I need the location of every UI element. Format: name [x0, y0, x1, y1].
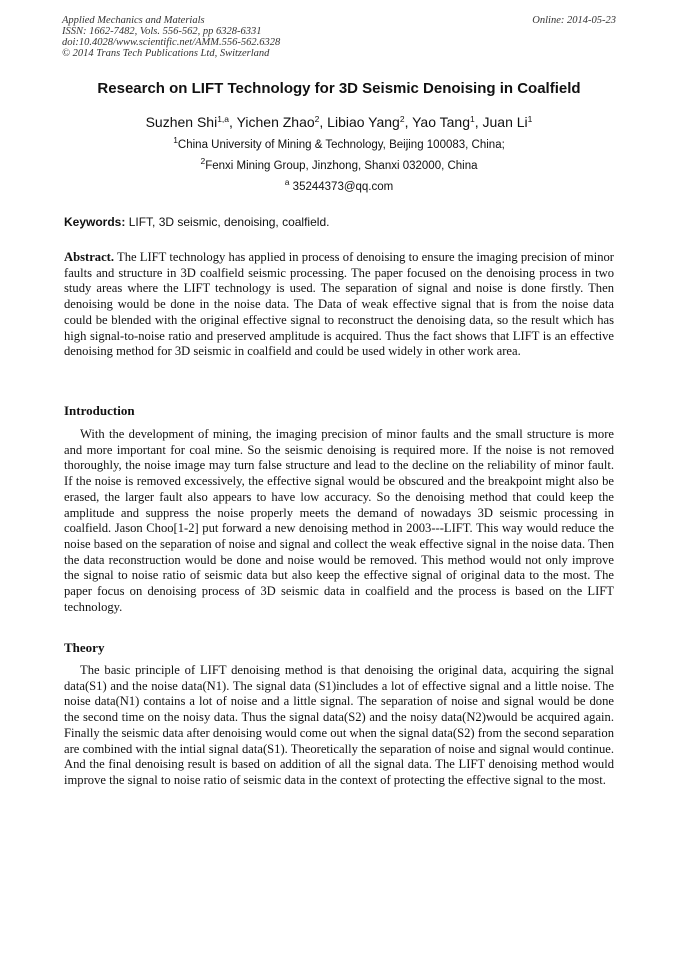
journal-issn: ISSN: 1662-7482, Vols. 556-562, pp 6328-6331	[62, 26, 262, 37]
affiliation-sup: 2	[200, 156, 206, 166]
author-separator: ,	[229, 114, 237, 130]
affiliation-1	[40, 135, 638, 152]
section-heading-theory: Theory	[64, 640, 105, 655]
author	[483, 114, 533, 130]
author-list	[40, 112, 638, 132]
abstract	[64, 250, 614, 360]
journal-name: Applied Mechanics and Materials	[62, 15, 205, 26]
theory-paragraph: The basic principle of LIFT denoising method is that denoising the original data, acquiring the signal data(S1) and the noise data(N1). The signal data (S1)includes a lot of effective signal and a little noise. The noise data(N1) contains a lot of noise and a little signal. The separation of noise and signal would be done the second time on the noisy data. Thus the signal data(S2) and the noisy data(N2)would be acquired again. Finally the seismic data after denoising would come out when the signal data(S2) from the second separation are combined with the intial signal data(S1). Theoretically the separation of noise and signal would continue. And the final denoising result is based on addition of all the signal data. The LIFT denoising method would improve the signal to noise ratio of seismic data in the context of protecting the effective signal to the most.	[64, 663, 614, 787]
introduction-paragraph: With the development of mining, the imaging precision of minor faults and the small structure is more and more important for coal mine. So the seismic denoising is required more. If the noise is not removed thoroughly, the noise image may turn false structure and lead to the decline on the reliability of minor fault. If the noise is removed excessively, the effective signal would be obscured and the breakpoint might also be erased, the larger fault also appears to have low accuracy. So the denoising method that could keep the amplitude and suppress the noise properly meets the demand of nowadays 3D seismic processing in coalfield. Jason Choo[1-2] put forward a new denoising method in 2003---LIFT. This way would reduce the noise based on the separation of noise and signal and collect the weak effective signal in the noise data. Then the data reconstruction would be done and noise would be removed. This method would not only improve the signal to noise ratio of seismic data but also keep the effective signal of original data to the most. The paper focus on denoising process of 3D seismic data in coalfield and the process is based on the LIFT technology.	[64, 427, 614, 614]
affiliation-sup: a	[284, 177, 290, 187]
author-sup: 1,a	[217, 114, 230, 124]
abstract-label: Abstract.	[64, 250, 115, 264]
author-sup: 2	[314, 114, 320, 124]
journal-copyright: © 2014 Trans Tech Publications Ltd, Switzerland	[62, 48, 270, 59]
author-name: Suzhen Shi	[145, 114, 218, 130]
author-name: Libiao Yang	[327, 114, 400, 130]
author-name: Juan Li	[482, 114, 528, 130]
author	[412, 114, 482, 130]
affiliation-sup: 1	[173, 135, 178, 145]
author-name: Yichen Zhao	[236, 114, 315, 130]
author-name: Yao Tang	[412, 114, 470, 130]
keywords-label: Keywords:	[64, 215, 126, 229]
author-separator: ,	[404, 114, 413, 130]
keywords-text: LIFT, 3D seismic, denoising, coalfield.	[125, 215, 330, 229]
email-text[interactable]: 35244373@qq.com	[289, 181, 394, 193]
affiliation-text: China University of Mining & Technology, Beijing 100083, China;	[177, 139, 505, 151]
author-sup: 1	[527, 114, 533, 124]
abstract-text: The LIFT technology has applied in process of denoising to ensure the imaging precision of minor faults and structure in 3D coalfield seismic processing. The paper focused on the denoising process in two study areas where the LIFT technology is used. The separation of signal and noise is done firstly. Then denoising would be done in the noise data. The Data of weak effective signal that is from the noise data could be blended with the original effective signal to reconstruct the denoising data, so the result which has high signal-to-noise ratio and preserved amplitude is acquired. Thus the fact shows that LIFT is an effective denoising method for 3D seismic in coalfield and could be used widely in other work area.	[64, 250, 614, 359]
author	[146, 114, 237, 130]
online-date: Online: 2014-05-23	[532, 15, 616, 26]
author	[327, 114, 412, 130]
author	[237, 114, 328, 130]
author-separator: ,	[319, 114, 328, 130]
affiliation-2	[40, 156, 638, 173]
affiliation-text: Fenxi Mining Group, Jinzhong, Shanxi 032000, China	[205, 160, 478, 172]
author-separator: ,	[474, 114, 483, 130]
keywords	[64, 215, 614, 230]
author-sup: 2	[399, 114, 405, 124]
paper-title: Research on LIFT Technology for 3D Seismic Denoising in Coalfield	[97, 80, 581, 97]
author-email	[40, 177, 638, 194]
section-heading-introduction: Introduction	[64, 403, 135, 418]
journal-header	[62, 15, 616, 59]
journal-doi[interactable]: doi:10.4028/www.scientific.net/AMM.556-562.6328	[62, 37, 281, 48]
author-sup: 1	[469, 114, 475, 124]
